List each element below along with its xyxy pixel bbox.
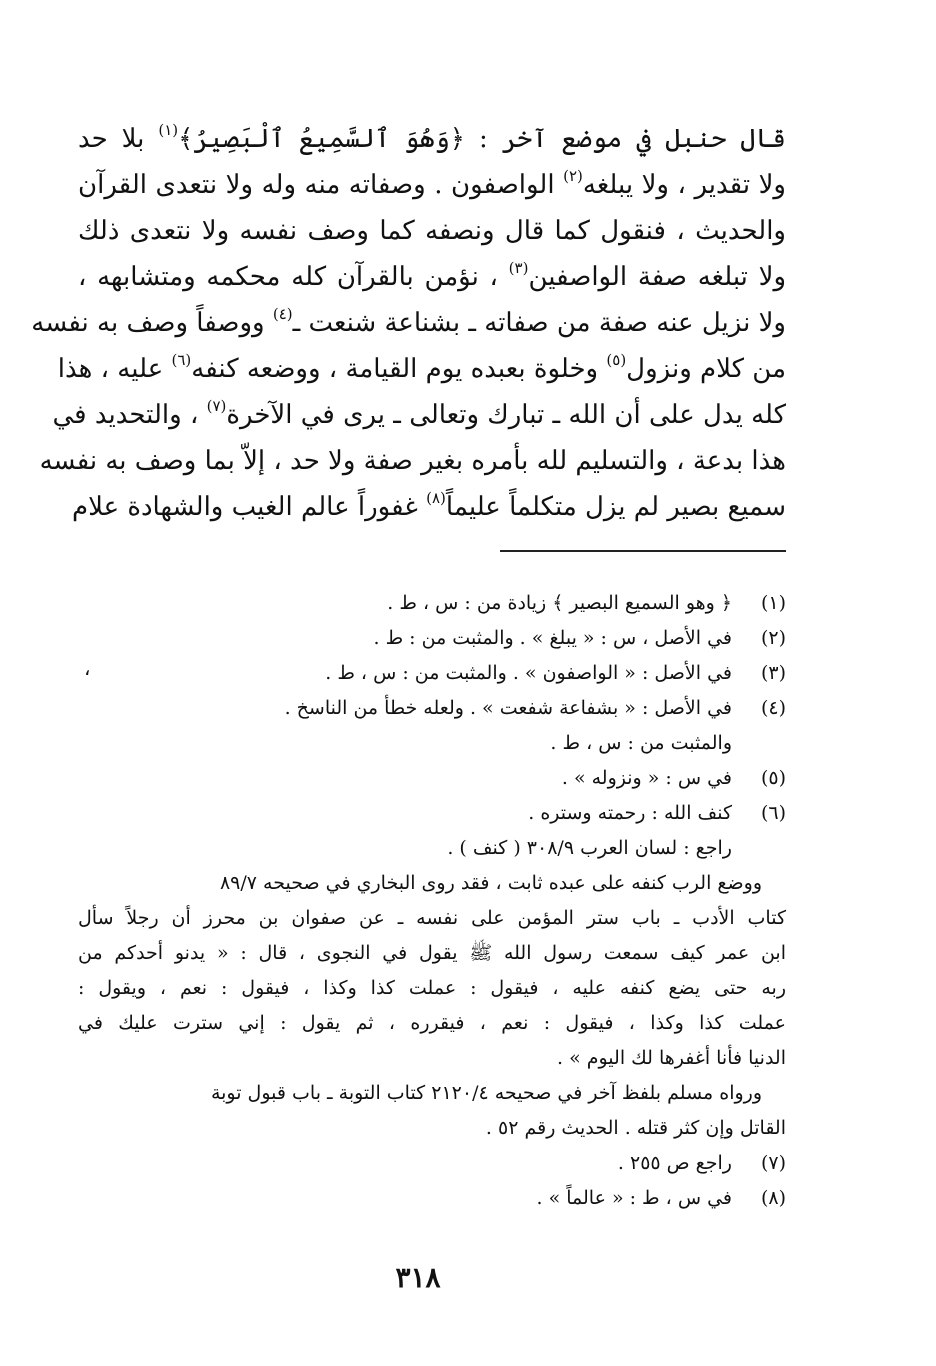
stray-mark: ، [84,656,91,680]
text-run: وخلوة بعبده يوم القيامة ، ووضعه كنفه [191,354,607,384]
text-line [31,300,786,346]
text-run: ، نؤمن بالقرآن كله محكمه ومتشابهه ، [78,262,509,292]
footnote-text: القاتل وإن كثر قتله . الحديث رقم ٥٢ . [485,1117,786,1139]
footnote-6-reference [78,831,786,866]
footnote-text: ووضع الرب كنفه على عبده ثابت ، فقد روى البخاري في صحيحه ٨٩/٧ [219,872,762,894]
text-line [71,484,786,530]
text-run: الواصفون . وصفاته منه وله ولا نتعدى القرآن [78,170,564,200]
text-run: قال حنبل في موضع آخر : ﴿وَهُوَ ٱلسَّمِيعُ ٱلْبَصِيرُ﴾ [178,124,786,154]
text-run: ووصفاً وصف به نفسه [31,308,273,338]
footnote-text: الدنيا فأنا أغفرها لك اليوم » . [556,1047,786,1069]
footnote-number: (٨) [760,1187,786,1209]
footnote-text: ربه حتى يضع كنفه عليه ، فيقول : عملت كذا وكذا ، فيقول : نعم ، ويقول : [78,977,786,999]
footnotes [78,586,786,1216]
text-line [57,346,786,392]
footnote-ref: (٣) [508,259,529,277]
footnote-ref: (٧) [206,397,227,415]
text-run: كله يدل على أن الله ـ تبارك وتعالى ـ يرى في الآخرة [226,400,786,430]
footnote-8 [78,1181,786,1216]
footnote-text: كتاب الأدب ـ باب ستر المؤمن على نفسه ـ عن صفوان بن محرز أن رجلاً سأل [78,907,786,929]
footnote-number: (١) [760,592,786,614]
footnote-text: في الأصل ، س : « يبلغ » . والمثبت من : ط . [373,627,732,649]
footnote-4 [78,691,786,726]
footnote-text: كنف الله : رحمته وستره . [528,802,732,824]
footnote-ref: (١) [158,121,179,139]
text-run: ولا تقدير ، ولا يبلغه [582,170,786,200]
text-run: ، والتحديد في [52,400,207,430]
footnote-6-paragraph [78,936,786,971]
footnote-divider [500,550,786,552]
text-line [39,438,786,484]
footnote-ref: (٨) [426,489,446,507]
footnote-6-paragraph [78,971,786,1006]
footnote-6-paragraph [78,1076,786,1111]
text-run: غفوراً عالم الغيب والشهادة علام [71,492,427,522]
footnote-ref: (٢) [563,167,583,185]
text-run: هذا بدعة ، والتسليم لله بأمره بغير صفة ولا حد ، إلاّ بما وصف به نفسه [39,446,786,476]
footnote-text: ابن عمر كيف سمعت رسول الله ﷺ يقول في النجوى ، قال : « يدنو أحدكم من [78,942,786,964]
footnote-text: راجع ص ٢٥٥ . [617,1152,732,1174]
page-number: ٣١٨ [395,1261,441,1294]
text-run: بلا حد [78,124,159,154]
text-line [78,254,786,300]
footnote-number: (٢) [760,627,786,649]
footnote-6-paragraph [78,1006,786,1041]
text-line [78,162,786,208]
footnote-text: في س ، ط : « عالماً » . [536,1187,732,1209]
text-line [52,392,786,438]
footnote-1 [78,586,786,621]
footnote-number: (٥) [760,767,786,789]
footnote-text: في س : « ونزوله » . [561,767,732,789]
footnote-2 [78,621,786,656]
footnote-text: ورواه مسلم بلفظ آخر في صحيحه ٢١٢٠/٤ كتاب التوبة ـ باب قبول توبة [210,1082,762,1104]
footnote-6-paragraph [78,1041,786,1076]
text-line [78,208,786,254]
footnote-6-paragraph [78,901,786,936]
text-run: ولا نزيل عنه صفة من صفاته ـ بشناعة شنعت ـ [292,308,786,338]
footnote-text: ﴿ وهو السميع البصير ﴾ زيادة من : س ، ط . [387,592,732,614]
footnote-5 [78,761,786,796]
footnote-6-paragraph [78,866,786,901]
footnote-number: (٣) [760,662,786,684]
footnote-text: والمثبت من : س ، ط . [550,732,732,754]
footnote-6-paragraph [78,1111,786,1146]
footnote-6 [78,796,786,831]
footnote-ref: (٤) [272,305,293,323]
footnote-ref: (٥) [606,351,627,369]
footnote-text: في الأصل : « بشفاعة شفعت » . ولعله خطأ من الناسخ . [284,697,732,719]
footnote-text: في الأصل : « الواصفون » . والمثبت من : س ، ط . [325,662,732,684]
footnote-3 [78,656,786,691]
text-run: سميع بصير لم يزل متكلماً عليماً [445,492,786,522]
footnote-number: (٧) [760,1152,786,1174]
footnote-7 [78,1146,786,1181]
text-run: والحديث ، فنقول كما قال ونصفه كما وصف نفسه ولا نتعدى ذلك [78,216,786,246]
footnote-text: عملت كذا وكذا ، فيقول : نعم ، فيقرره ، ثم يقول : إني سترت عليك في [78,1012,786,1034]
text-line [78,116,786,162]
footnote-text: راجع : لسان العرب ٣٠٨/٩ ( كنف ) . [447,837,732,859]
footnote-number: (٤) [760,697,786,719]
text-run: ولا تبلغه صفة الواصفين [528,262,786,292]
main-text [31,116,786,530]
footnote-4-continued [78,726,786,761]
footnote-ref: (٦) [171,351,192,369]
text-run: من كلام ونزول [626,354,786,384]
footnote-number: (٦) [760,802,786,824]
text-run: عليه ، هذا [57,354,172,384]
